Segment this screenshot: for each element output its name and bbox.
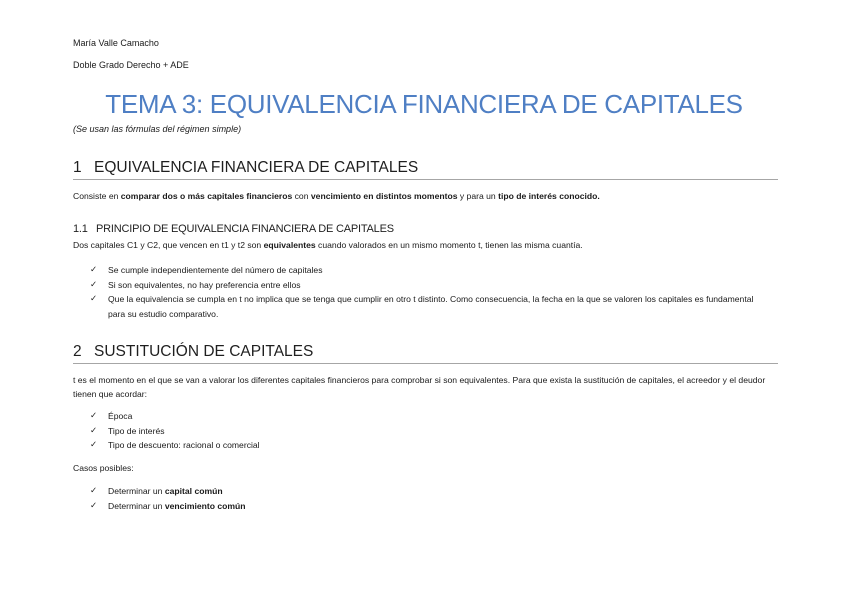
degree-program: Doble Grado Derecho + ADE [73,60,189,70]
case-bold: capital común [164,486,223,496]
section-1-intro [73,189,773,203]
intro-bold-2: vencimiento en distintos momentos [310,191,458,201]
list-item [90,278,760,293]
principle-checklist [90,263,760,321]
list-item [90,424,760,439]
document-title: TEMA 3: EQUIVALENCIA FINANCIERA DE CAPITALES [105,89,743,119]
check-icon: ✓ [90,279,98,290]
list-item [90,484,760,499]
case-bold: vencimiento común [164,500,246,511]
check-icon: ✓ [90,411,98,421]
check-icon: ✓ [90,294,98,304]
section-1-title: EQUIVALENCIA FINANCIERA DE CAPITALES [94,159,419,176]
intro-bold-1: comparar dos o más capitales financieros [120,191,293,201]
intro-text-1: Consiste en [73,191,121,201]
agreement-checklist [90,409,760,453]
section-1-number: 1 [73,159,82,176]
list-item-text: Tipo de descuento: racional o comercial [108,440,260,450]
subsection-1-1-number: 1.1 [73,223,88,235]
section-1-heading [73,158,778,180]
case-text: Determinar un [108,486,165,496]
list-item [90,438,760,453]
list-item [90,292,760,321]
section-2-number: 2 [73,343,82,360]
check-icon: ✓ [90,440,98,450]
intro-text-3: y para un [457,191,499,201]
list-item-text: Si son equivalentes, no hay preferencia entre ellos [108,279,301,290]
list-item [90,263,760,278]
check-icon: ✓ [90,486,98,496]
check-icon: ✓ [90,425,98,436]
subsection-1-1-text [73,238,773,252]
check-icon: ✓ [90,265,98,275]
list-item-text: Época [108,411,133,421]
formula-note: (Se usan las fórmulas del régimen simple) [73,124,242,134]
principle-text-2: cuando valorados en un mismo momento t, tienen las misma cuantía. [315,240,583,250]
list-item-text: Tipo de interés [108,425,165,436]
intro-bold-3: tipo de interés conocido. [498,191,600,201]
section-2-text: t es el momento en el que se van a valorar los diferentes capitales financieros para comprobar si son equivalentes. Para que exista la sustitución de capitales, el acreedor y el deudor tienen que acordar: [73,375,766,399]
list-item [90,499,760,514]
case-text: Determinar un [108,500,165,511]
cases-checklist [90,484,760,513]
list-item [90,409,760,424]
intro-text-2: con [292,191,311,201]
principle-bold: equivalentes [263,240,316,250]
section-2-heading [73,342,778,364]
cases-label: Casos posibles: [73,463,134,473]
list-item-text: Se cumple independientemente del número de capitales [108,265,323,275]
subsection-1-1-heading [73,223,394,236]
subsection-1-1-title: PRINCIPIO DE EQUIVALENCIA FINANCIERA DE CAPITALES [96,223,394,235]
author-name: María Valle Camacho [73,38,159,48]
check-icon: ✓ [90,500,98,511]
section-2-title: SUSTITUCIÓN DE CAPITALES [94,343,314,360]
list-item-text: Que la equivalencia se cumpla en t no implica que se tenga que cumplir en otro t distinto. Como consecuencia, la fecha en la que se valoren los capitales es fundamental para su estudio comparativo. [108,294,754,319]
principle-text-1: Dos capitales C1 y C2, que vencen en t1 y t2 son [73,240,264,250]
